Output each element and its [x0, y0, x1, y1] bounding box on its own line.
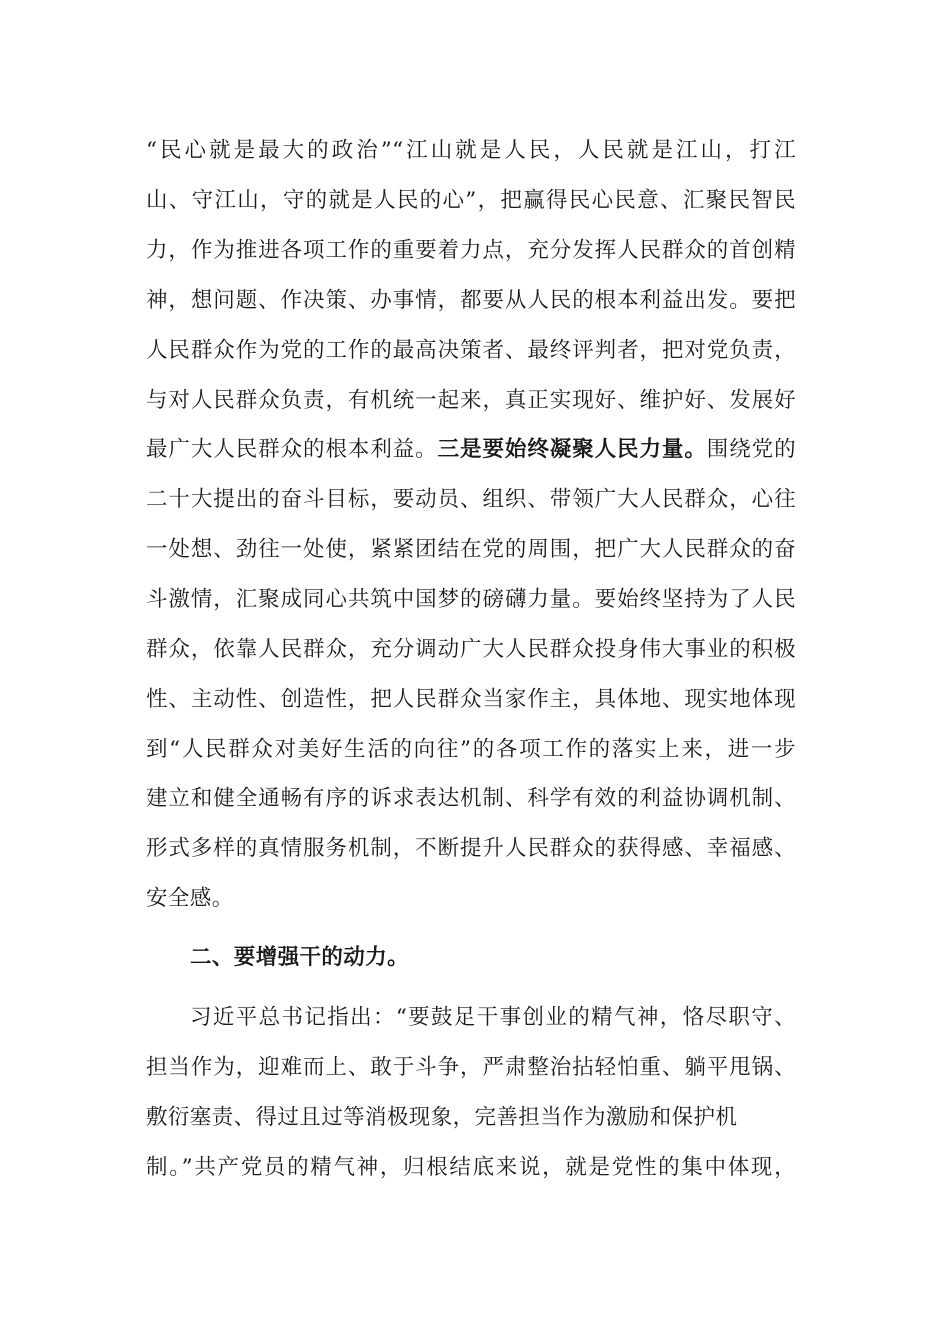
body-line: 与对人民群众负责，有机统一起来，真正实现好、维护好、发展好 [146, 388, 796, 413]
body-line: 人民群众作为党的工作的最高决策者、最终评判者，把对党负责， [146, 338, 796, 363]
body-line: 制。”共产党员的精气神，归根结底来说，就是党性的集中体现， [146, 1155, 796, 1180]
body-line: 敷衍塞责、得过且过等消极现象，完善担当作为激励和保护机 [146, 1105, 738, 1130]
bold-subheading: 三是要始终凝聚人民力量。 [437, 437, 707, 462]
section-heading: 二、要增强干的动力。 [190, 945, 410, 970]
body-line: 建立和健全通畅有序的诉求表达机制、科学有效的利益协调机制、 [146, 786, 796, 811]
body-line: 形式多样的真情服务机制，不断提升人民群众的获得感、幸福感、 [146, 836, 796, 861]
body-line: “民心就是最大的政治”“江山就是人民，人民就是江山，打江 [146, 138, 796, 163]
body-line: 性、主动性、创造性，把人民群众当家作主，具体地、现实地体现 [146, 687, 796, 712]
body-line: 神，想问题、作决策、办事情，都要从人民的根本利益出发。要把 [146, 288, 796, 313]
body-line: 力，作为推进各项工作的重要着力点，充分发挥人民群众的首创精 [146, 238, 796, 263]
body-line: 斗激情，汇聚成同心共筑中国梦的磅礴力量。要始终坚持为了人民 [146, 587, 796, 612]
body-line: 一处想、劲往一处使，紧紧团结在党的周围，把广大人民群众的奋 [146, 537, 796, 562]
body-line: 担当作为，迎难而上、敢于斗争，严肃整治拈轻怕重、躺平甩锅、 [146, 1055, 796, 1080]
body-line-mixed [146, 435, 796, 465]
body-line: 二十大提出的奋斗目标，要动员、组织、带领广大人民群众，心往 [146, 487, 796, 512]
body-line: 到“人民群众对美好生活的向往”的各项工作的落实上来，进一步 [146, 737, 796, 762]
body-text: 围绕党的 [706, 437, 796, 462]
body-line: 安全感。 [146, 886, 234, 911]
body-text: 最广大人民群众的根本利益。 [146, 437, 438, 462]
body-line: 习近平总书记指出：“要鼓足干事创业的精气神，恪尽职守、 [190, 1005, 796, 1030]
body-line: 群众，依靠人民群众，充分调动广大人民群众投身伟大事业的积极 [146, 637, 796, 662]
body-line: 山、守江山，守的就是人民的心”，把赢得民心民意、汇聚民智民 [146, 188, 796, 213]
